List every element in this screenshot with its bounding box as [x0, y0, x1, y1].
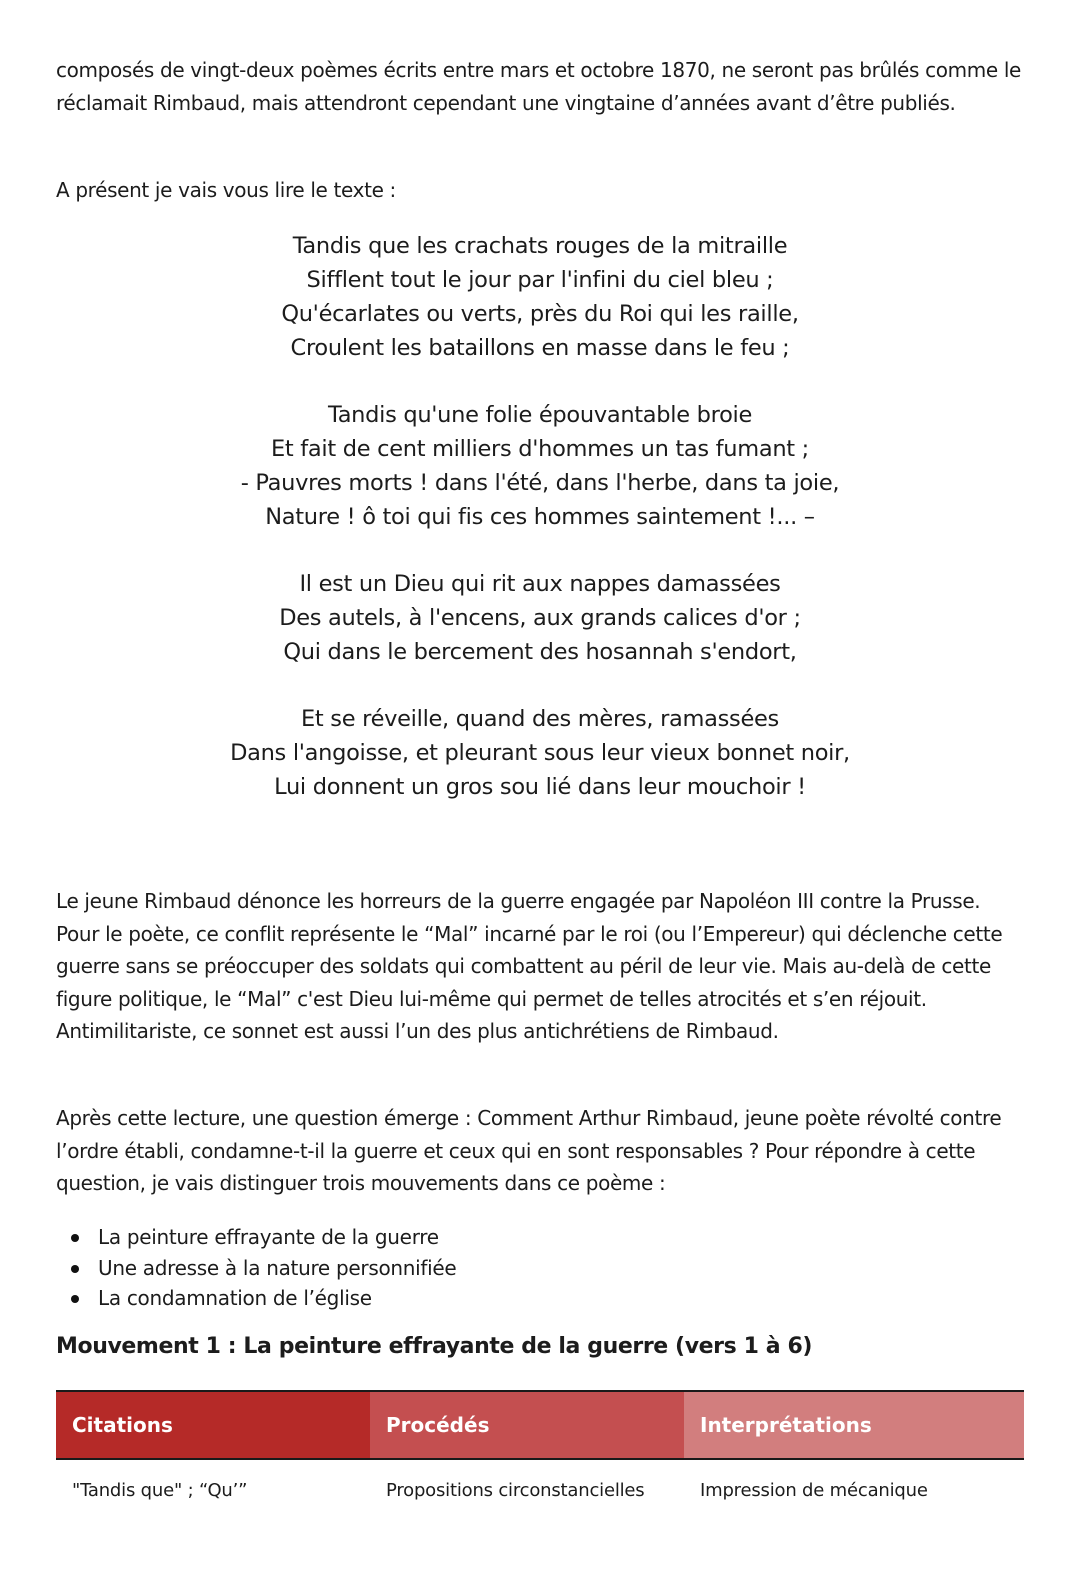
poem-verse: Lui donnent un gros sou lié dans leur mouchoir !	[274, 774, 806, 800]
list-item-label: Une adresse à la nature personnifiée	[98, 1255, 457, 1280]
list-item	[71, 1222, 456, 1253]
analysis-table	[56, 1390, 1024, 1520]
poem-stanza-1	[56, 229, 1024, 365]
poem-verse: Qu'écarlates ou verts, près du Roi qui les raille,	[281, 301, 799, 327]
table-cell: Impression de mécanique	[700, 1479, 928, 1501]
poem-verse: Tandis qu'une folie épouvantable broie	[327, 402, 753, 428]
column-header-interpretations: Interprétations	[684, 1392, 1024, 1458]
poem-verse: Tandis que les crachats rouges de la mitraille	[292, 233, 788, 259]
reading-announcement: A présent je vais vous lire le texte :	[56, 178, 396, 202]
poem-verse: Croulent les bataillons en masse dans le feu ;	[290, 335, 790, 361]
poem-verse: Qui dans le bercement des hosannah s'endort,	[283, 639, 797, 665]
intro-paragraph-tail: composés de vingt-deux poèmes écrits entre mars et octobre 1870, ne seront pas brûlés comme le réclamait Rimbaud, mais attendront cependant une vingtaine d’années avant d’être publiés.	[56, 58, 1022, 115]
bullet-icon	[71, 1234, 79, 1242]
list-item	[71, 1283, 456, 1314]
problematic-paragraph: Après cette lecture, une question émerge : Comment Arthur Rimbaud, jeune poète révolté contre l’ordre établi, condamne-t-il la guerre et ceux qui en sont responsables ? Pour répondre à cette question, je vais distinguer trois mouvements dans ce poème :	[56, 1106, 1002, 1195]
table-cell: Propositions circonstancielles	[386, 1479, 645, 1501]
column-header-citations: Citations	[56, 1392, 370, 1458]
table-cell: "Tandis que" ; “Qu’”	[72, 1479, 248, 1501]
poem-verse: Il est un Dieu qui rit aux nappes damassées	[299, 571, 781, 597]
section-heading: Mouvement 1 : La peinture effrayante de la guerre (vers 1 à 6)	[56, 1334, 813, 1359]
table-row	[56, 1460, 1024, 1520]
poem	[56, 229, 1024, 837]
poem-verse: Dans l'angoisse, et pleurant sous leur vieux bonnet noir,	[230, 740, 850, 766]
list-item	[71, 1253, 456, 1284]
poem-verse: Des autels, à l'encens, aux grands calices d'or ;	[279, 605, 801, 631]
list-item-label: La condamnation de l’église	[98, 1286, 372, 1310]
poem-verse: Nature ! ô toi qui fis ces hommes saintement !... –	[265, 504, 815, 530]
poem-verse: Sifflent tout le jour par l'infini du ciel bleu ;	[306, 267, 774, 293]
poem-stanza-3	[56, 567, 1024, 669]
poem-verse: Et se réveille, quand des mères, ramassées	[301, 706, 779, 732]
bullet-icon	[71, 1295, 79, 1303]
movements-list	[71, 1222, 456, 1314]
poem-verse: - Pauvres morts ! dans l'été, dans l'herbe, dans ta joie,	[240, 470, 840, 496]
table-header	[56, 1392, 1024, 1460]
column-header-procedes: Procédés	[370, 1392, 684, 1458]
list-item-label: La peinture effrayante de la guerre	[98, 1225, 439, 1249]
bullet-icon	[71, 1265, 79, 1273]
poem-stanza-2	[56, 398, 1024, 534]
poem-verse: Et fait de cent milliers d'hommes un tas fumant ;	[271, 436, 809, 462]
analysis-paragraph: Le jeune Rimbaud dénonce les horreurs de la guerre engagée par Napoléon III contre la Prusse. Pour le poète, ce conflit représente le “Mal” incarné par le roi (ou l’Empereur) qui déclenche cette guerre sans se préoccuper des soldats qui combattent au péril de leur vie. Mais au-delà de cette figure politique, le “Mal” c'est Dieu lui-même qui permet de telles atrocités et s’en réjouit. Antimilitariste, ce sonnet est aussi l’un des plus antichrétiens de Rimbaud.	[56, 889, 1003, 1043]
poem-stanza-4	[56, 702, 1024, 804]
